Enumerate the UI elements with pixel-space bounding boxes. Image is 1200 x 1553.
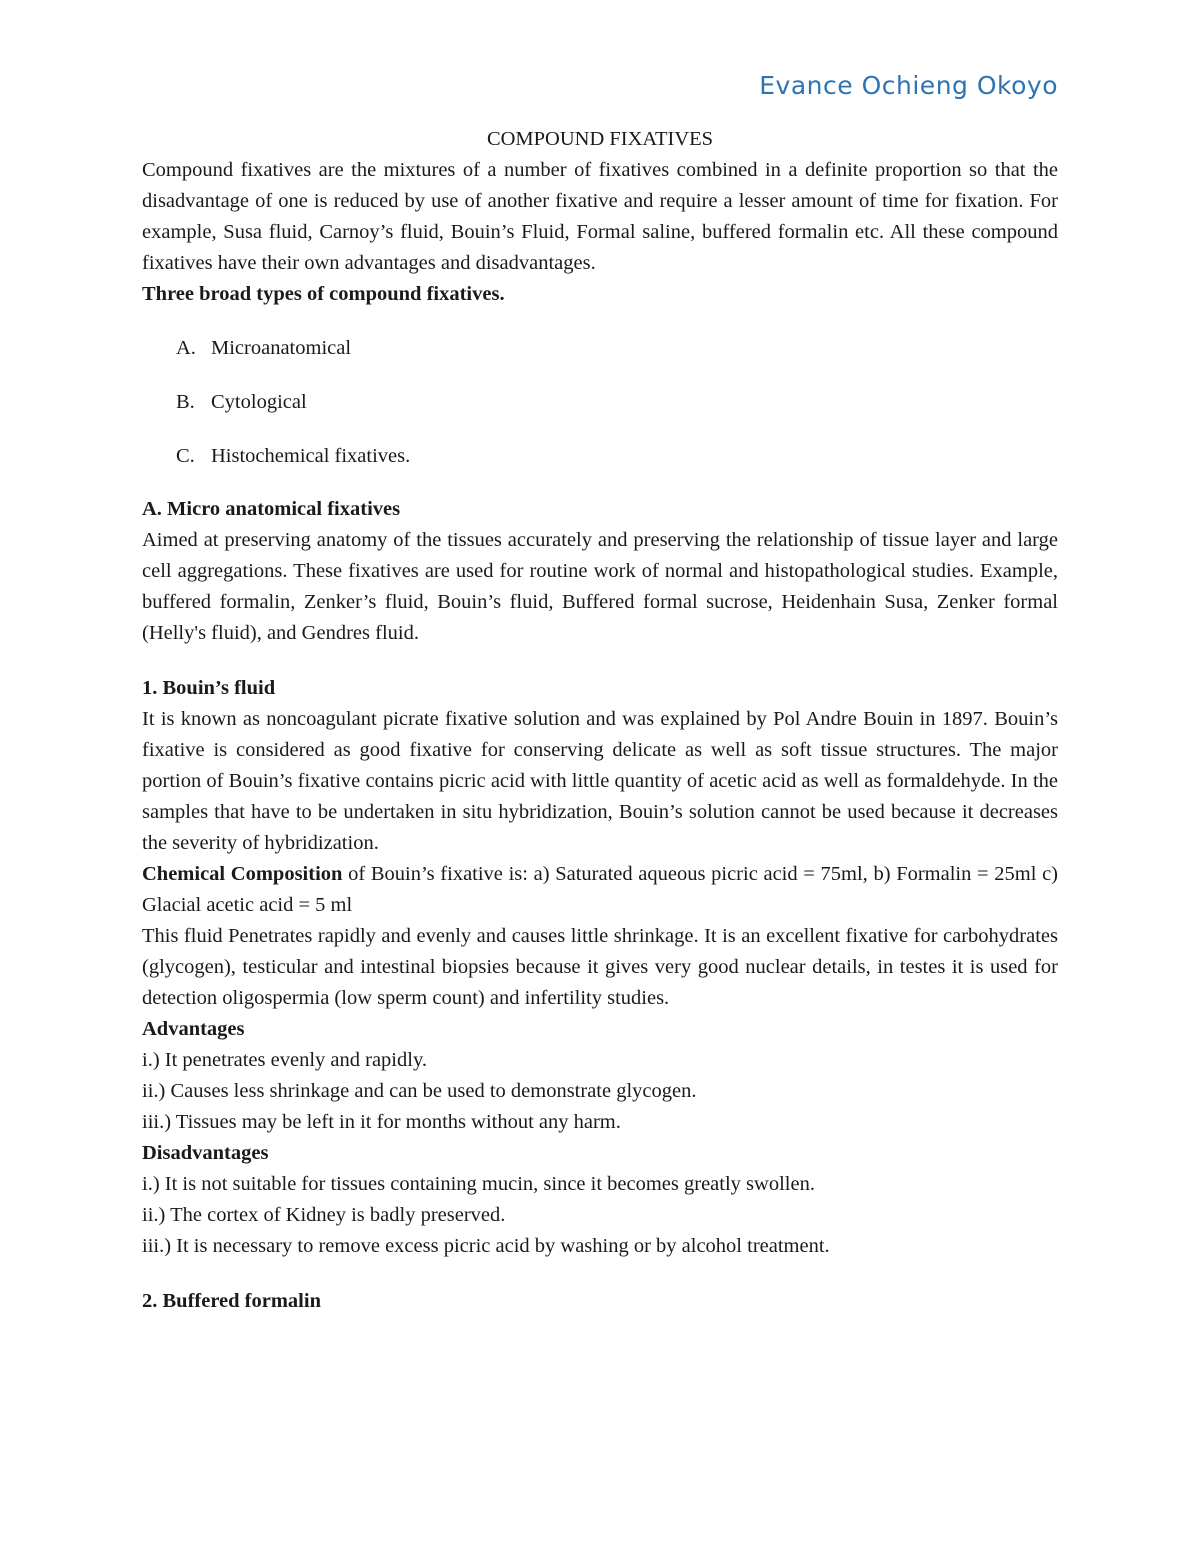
- list-item-label: B.: [176, 391, 195, 413]
- composition-paragraph: [142, 859, 1058, 921]
- section-heading-micro: A. Micro anatomical fixatives: [142, 498, 401, 520]
- author-header: Evance Ochieng Okoyo: [759, 71, 1058, 100]
- list-item-label: A.: [176, 337, 196, 359]
- advantage-item: ii.) Causes less shrinkage and can be used to demonstrate glycogen.: [142, 1080, 697, 1102]
- intro-paragraph: Compound fixatives are the mixtures of a number of fixatives combined in a definite proportion so that the disadvantage of one is reduced by use of another fixative and require a lesser amount of time for fixation. For example, Susa fluid, Carnoy’s fluid, Bouin’s Fluid, Formal saline, buffered formalin etc. All these compound fixatives have their own advantages and disadvantages.: [142, 159, 1058, 274]
- document-title: COMPOUND FIXATIVES: [486, 128, 714, 150]
- advantage-item: iii.) Tissues may be left in it for months without any harm.: [142, 1111, 621, 1133]
- advantages-heading: Advantages: [142, 1018, 245, 1040]
- list-item-text: Cytological: [211, 391, 307, 413]
- types-list: [142, 333, 1058, 472]
- spacer: [142, 472, 1058, 494]
- list-item-label: C.: [176, 445, 195, 467]
- disadvantages-heading: Disadvantages: [142, 1142, 269, 1164]
- spacer: [142, 649, 1058, 673]
- bouin-paragraph: It is known as noncoagulant picrate fixative solution and was explained by Pol Andre Bouin in 1897. Bouin’s fixative is considered as good fixative for conserving delicate as well as soft tissue structures. The major portion of Bouin’s fixative contains picric acid with little quantity of acetic acid as well as formaldehyde. In the samples that have to be undertaken in situ hybridization, Bouin’s solution cannot be used because it decreases the severity of hybridization.: [142, 708, 1058, 854]
- types-heading: Three broad types of compound fixatives.: [142, 283, 505, 305]
- composition-text: of Bouin’s fixative is: a) Saturated aqueous picric acid = 75ml, b) Formalin = 25ml c) Glacial acetic acid = 5 ml: [142, 863, 1058, 916]
- list-item: [142, 441, 1058, 472]
- document-body: [142, 124, 1058, 1317]
- composition-label: Chemical Composition: [142, 863, 343, 885]
- disadvantage-item: i.) It is not suitable for tissues containing mucin, since it becomes greatly swollen.: [142, 1173, 815, 1195]
- list-item-text: Microanatomical: [211, 337, 352, 359]
- advantage-item: i.) It penetrates evenly and rapidly.: [142, 1049, 427, 1071]
- disadvantage-item: ii.) The cortex of Kidney is badly preserved.: [142, 1204, 506, 1226]
- micro-paragraph: Aimed at preserving anatomy of the tissues accurately and preserving the relationship of tissue layer and large cell aggregations. These fixatives are used for routine work of normal and histopathological studies. Example, buffered formalin, Zenker’s fluid, Bouin’s fluid, Buffered formal sucrose, Heidenhain Susa, Zenker formal (Helly's fluid), and Gendres fluid.: [142, 529, 1058, 644]
- list-item-text: Histochemical fixatives.: [211, 445, 411, 467]
- fluid-paragraph: This fluid Penetrates rapidly and evenly and causes little shrinkage. It is an excellent fixative for carbohydrates (glycogen), testicular and intestinal biopsies because it gives very good nuclear details, in testes it is used for detection oligospermia (low sperm count) and infertility studies.: [142, 925, 1058, 1009]
- section-heading-buffered: 2. Buffered formalin: [142, 1290, 321, 1312]
- list-item: [142, 333, 1058, 364]
- spacer: [142, 1262, 1058, 1286]
- section-heading-bouin: 1. Bouin’s fluid: [142, 677, 276, 699]
- disadvantage-item: iii.) It is necessary to remove excess picric acid by washing or by alcohol treatment.: [142, 1235, 830, 1257]
- list-item: [142, 387, 1058, 418]
